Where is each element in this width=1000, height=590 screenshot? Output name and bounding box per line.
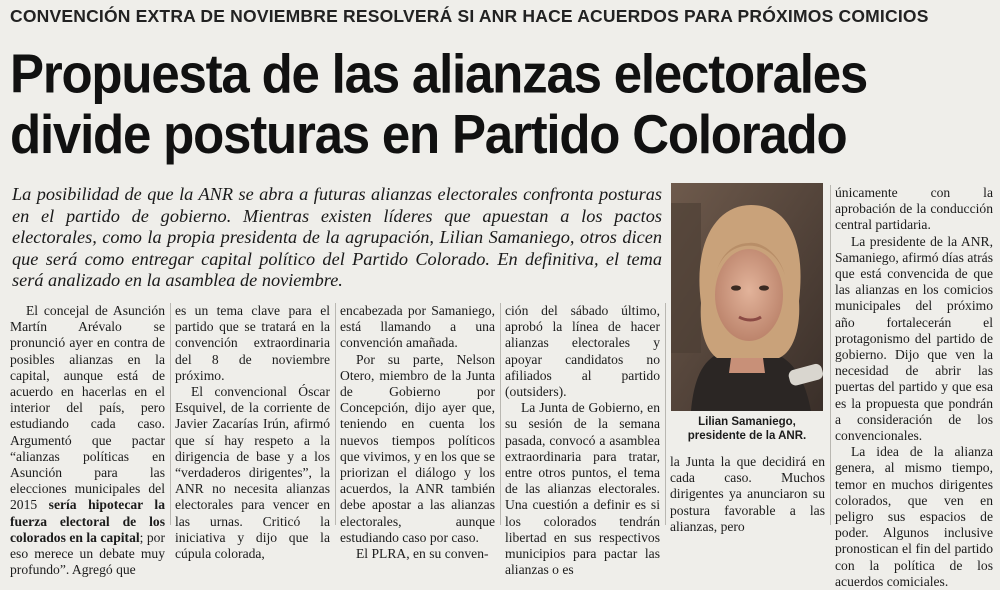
- paragraph: ción del sábado último, aprobó la línea de hacer alianzas electorales y apoyar candidatos no afiliados al partido (outsiders).: [505, 303, 660, 400]
- article-column-1: [10, 303, 165, 578]
- article-column-3: [340, 303, 495, 562]
- paragraph: Por su parte, Nelson Otero, miembro de la Junta de Gobierno por Concepción, dijo ayer que, teniendo en cuenta los nuevos tiempos políticos que vivimos, y en los que se priorizan el diálogo y los acuerdos, la ANR también debe apostar a las alianzas electorales, aunque estudiando caso por caso.: [340, 351, 495, 545]
- paragraph: El convencional Óscar Esquivel, de la corriente de Javier Zacarías Irún, afirmó que sí hay respeto a la dirigencia de base y a los “verdaderos dirigentes”, la ANR no necesita alianzas electorales para vencer en las urnas. Criticó la iniciativa y dijo que la cúpula colorada,: [175, 384, 330, 562]
- column-rule: [665, 303, 666, 525]
- paragraph: La Junta de Gobierno, en su sesión de la semana pasada, convocó a asamblea extraordinaria para tratar, entre otros puntos, el tema de las alianzas electorales. Una cuestión a definir es si los colorados tendrán libertad en sus respectivos municipios para pactar las alianzas o es: [505, 400, 660, 578]
- column-rule: [170, 303, 171, 525]
- portrait-photo: [671, 183, 823, 411]
- article-column-2: [175, 303, 330, 562]
- paragraph: El PLRA, en su conven-: [356, 546, 489, 562]
- caption-line-1: Lilian Samaniego,: [698, 416, 796, 428]
- bold-quote: sería hipotecar la fuerza electoral de los colorados en la capital: [10, 497, 165, 545]
- paragraph: La idea de la alianza genera, al mismo tiempo, temor en muchos dirigentes colorados, que ven en peligro sus espacios de poder. Algunos inclusive pronostican el fin del partido con la política de los acuerdos comiciales.: [835, 444, 993, 589]
- paragraph: únicamente con la aprobación de la conducción central partidaria.: [835, 185, 993, 233]
- paragraph: es un tema clave para el partido que se tratará en la convención extraordinaria del 8 de noviembre próximo.: [175, 303, 330, 383]
- headline-line-1: Propuesta de las alianzas electorales: [10, 42, 868, 105]
- article-column-5: [670, 454, 825, 535]
- paragraph: [10, 303, 165, 578]
- article-column-6: [835, 185, 993, 590]
- lede: La posibilidad de que la ANR se abra a futuras alianzas electorales confronta posturas en el partido de gobierno. Mientras existen líderes que apuestan a los pactos electorales, como la propia presidenta de la agrupación, Lilian Samaniego, otros dicen que será como entregar capital político del Partido Colorado. En definitiva, el tema será analizado en la asamblea de noviembre.: [12, 184, 662, 290]
- paragraph: la Junta la que decidirá en cada caso. Muchos dirigentes ya anunciaron su postura favorable a las alianzas, pero: [670, 454, 825, 534]
- paragraph-text: ; por eso merece un debate muy profundo”. Agregó que: [10, 529, 165, 578]
- column-rule: [500, 303, 501, 525]
- paragraph: La presidente de la ANR, Samaniego, afirmó días atrás que está convencida de que las alianzas en los comicios municipales del próximo año fortalecerán el protagonismo del partido de gobierno. Dijo que ven la necesidad de abrir las puertas del partido y que esa es la propuesta que pondrán a consideración de los convencionales.: [835, 233, 993, 444]
- headline: [10, 44, 995, 165]
- headline-line-2: divide posturas en Partido Colorado: [10, 103, 847, 165]
- paragraph-text: El concejal de Asunción Martín Arévalo se pronunció ayer en contra de posibles alianzas en la capital, aunque está de acuerdo en hacerlas en el interior del país, pero estudiando cada caso. Argumentó que pactar “alianzas políticas en Asunción para las elecciones municipales del 2015: [10, 303, 165, 513]
- article-column-4: [505, 303, 660, 578]
- kicker: CONVENCIÓN EXTRA DE NOVIEMBRE RESOLVERÁ SI ANR HACE ACUERDOS PARA PRÓXIMOS COMICIOS: [10, 6, 929, 26]
- portrait-illustration: [671, 183, 823, 411]
- column-rule: [335, 303, 336, 525]
- photo-caption: [671, 415, 823, 443]
- column-rule: [830, 185, 831, 525]
- caption-line-2: presidente de la ANR.: [687, 430, 807, 442]
- paragraph: encabezada por Samaniego, está llamando a una convención amañada.: [340, 303, 495, 351]
